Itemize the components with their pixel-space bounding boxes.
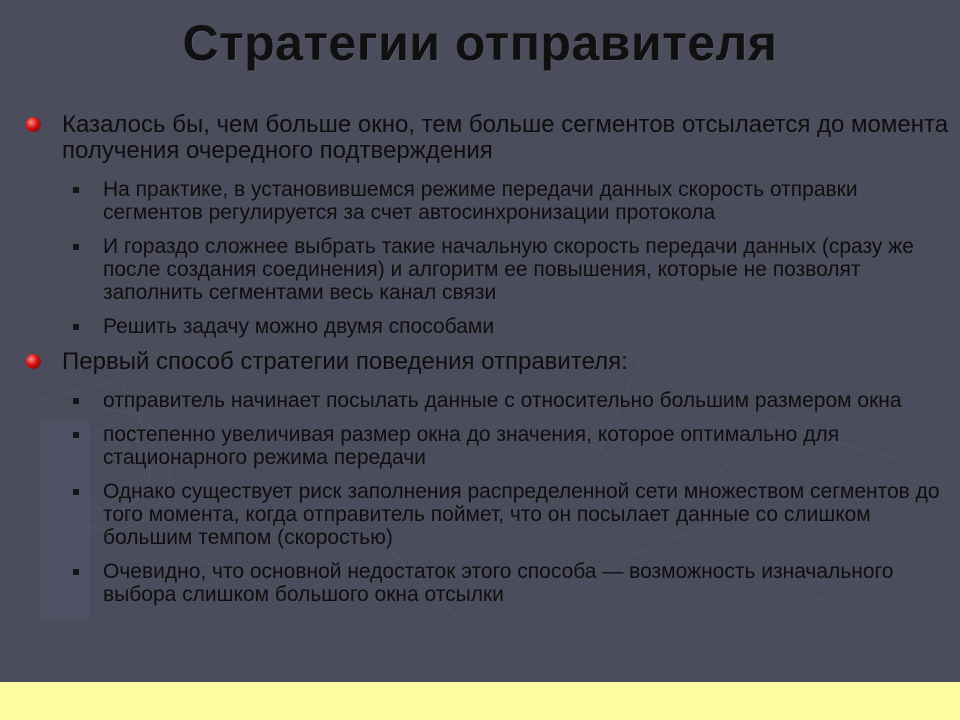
sub-bullet-1-2 [0,235,960,304]
red-sphere-bullet-icon [26,354,41,369]
sub-bullet-text: И гораздо сложнее выбрать такие начальную скорость передачи данных (сразу же после создания соединения) и алгоритм ее повышения, которые не позволят заполнить сегментами весь канал связи [103,235,914,304]
sub-bullet-text: постепенно увеличивая размер окна до значения, которое оптимально для стационарного режима передачи [103,423,840,469]
slide-title: Стратегии отправителя [182,15,778,71]
square-bullet-icon [73,489,79,495]
square-bullet-icon [73,244,79,250]
square-bullet-icon [73,187,79,193]
bottom-bar [0,682,960,720]
square-bullet-icon [73,398,79,404]
sub-bullet-2-1 [0,389,960,412]
sub-bullet-text: Решить задачу можно двумя способами [103,315,495,338]
square-bullet-icon [73,569,79,575]
square-bullet-icon [73,324,79,330]
sub-bullet-1-1 [0,178,960,224]
sub-bullet-1-3 [0,315,960,338]
bullet-text: Первый способ стратегии поведения отправителя: [62,348,628,375]
bullet-level1-2 [0,349,960,375]
sub-bullet-2-2 [0,423,960,469]
sub-bullet-text: Однако существует риск заполнения распределенной сети множеством сегментов до того момента, когда отправитель поймет, что он посылает данные со слишком большим темпом (скоростью) [103,480,940,549]
sub-bullet-2-3 [0,480,960,549]
square-bullet-icon [73,432,79,438]
sub-bullet-text: На практике, в установившемся режиме передачи данных скорость отправки сегментов регулируется за счет автосинхронизации протокола [103,178,858,224]
red-sphere-bullet-icon [26,117,41,132]
slide-content [0,112,960,617]
bullet-level1-1 [0,112,960,164]
sub-bullet-2-4 [0,560,960,606]
bullet-text: Казалось бы, чем больше окно, тем больше сегментов отсылается до момента получения очередного подтверждения [62,111,949,164]
sub-bullet-text: Очевидно, что основной недостаток этого способа — возможность изначального выбора слишком большого окна отсылки [103,560,894,606]
sub-bullet-text: отправитель начинает посылать данные с относительно большим размером окна [103,389,902,412]
